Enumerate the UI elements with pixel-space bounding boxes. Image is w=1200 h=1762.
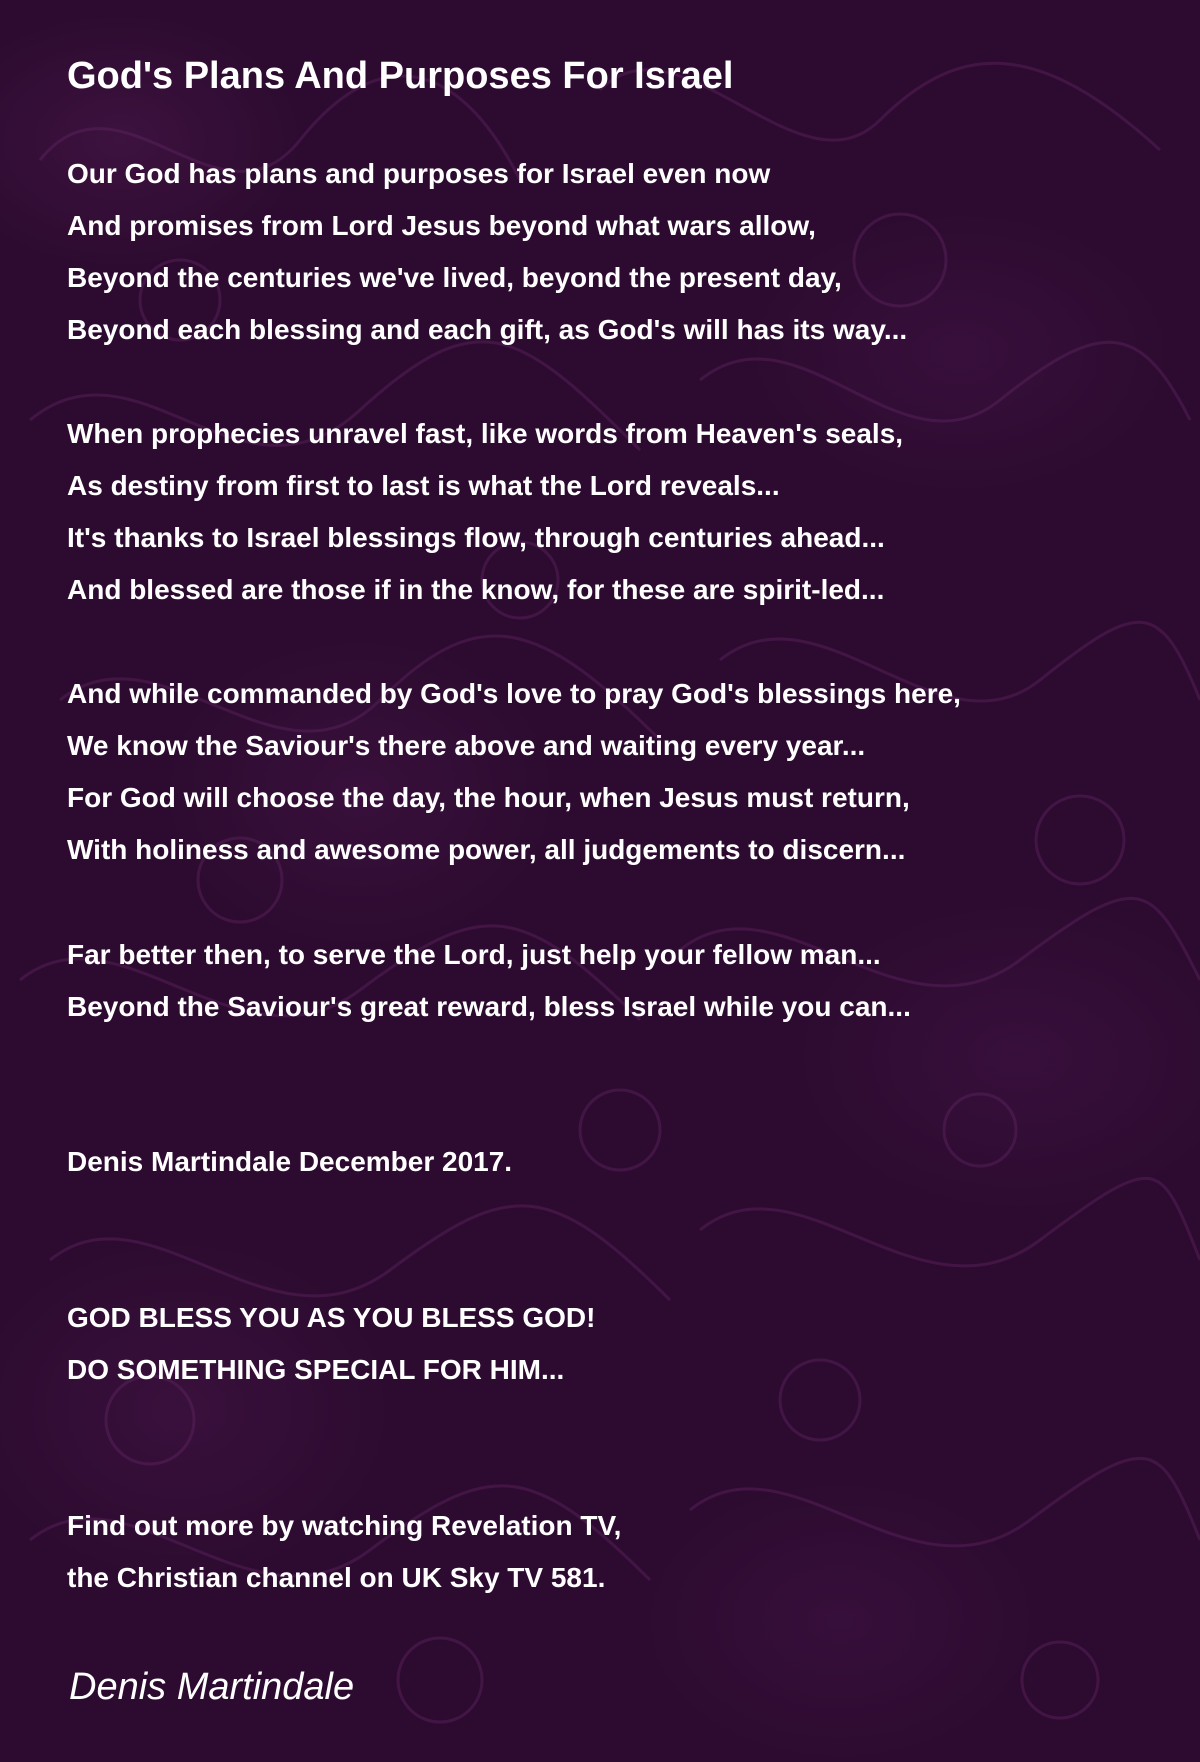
poem-line: the Christian channel on UK Sky TV 581. [67,1562,606,1593]
poem-line: Beyond the centuries we've lived, beyond the present day, [67,262,842,293]
poem-line: Our God has plans and purposes for Israel even now [67,158,771,189]
stanza-4 [67,929,911,1033]
blessing-lines [67,1292,595,1396]
poem-line: Denis Martindale December 2017. [67,1146,513,1177]
poem-line: It's thanks to Israel blessings flow, through centuries ahead... [67,522,885,553]
poem-line: DO SOMETHING SPECIAL FOR HIM... [67,1354,565,1385]
stanza-1 [67,148,907,356]
poem-line: With holiness and awesome power, all judgements to discern... [67,834,906,865]
author-name: Denis Martindale [69,1666,355,1708]
poem-line: For God will choose the day, the hour, when Jesus must return, [67,782,910,813]
poem-line: Beyond the Saviour's great reward, bless Israel while you can... [67,991,911,1022]
poem-line: We know the Saviour's there above and waiting every year... [67,730,866,761]
dated-signature [67,1136,512,1188]
channel-note [67,1500,621,1604]
poem-line: And blessed are those if in the know, for these are spirit-led... [67,574,885,605]
stanza-2 [67,408,903,616]
poem-line: When prophecies unravel fast, like words from Heaven's seals, [67,418,904,449]
poem-line: As destiny from first to last is what the Lord reveals... [67,470,780,501]
poem-line: Beyond each blessing and each gift, as God's will has its way... [67,314,908,345]
poem-line: Find out more by watching Revelation TV, [67,1510,622,1541]
stanza-3 [67,668,961,876]
poem-line: And promises from Lord Jesus beyond what wars allow, [67,210,816,241]
poem-title: God's Plans And Purposes For Israel [67,55,734,97]
poem-line: GOD BLESS YOU AS YOU BLESS GOD! [67,1302,596,1333]
poem-line: Far better then, to serve the Lord, just help your fellow man... [67,939,881,970]
poem-line: And while commanded by God's love to pray God's blessings here, [67,678,961,709]
